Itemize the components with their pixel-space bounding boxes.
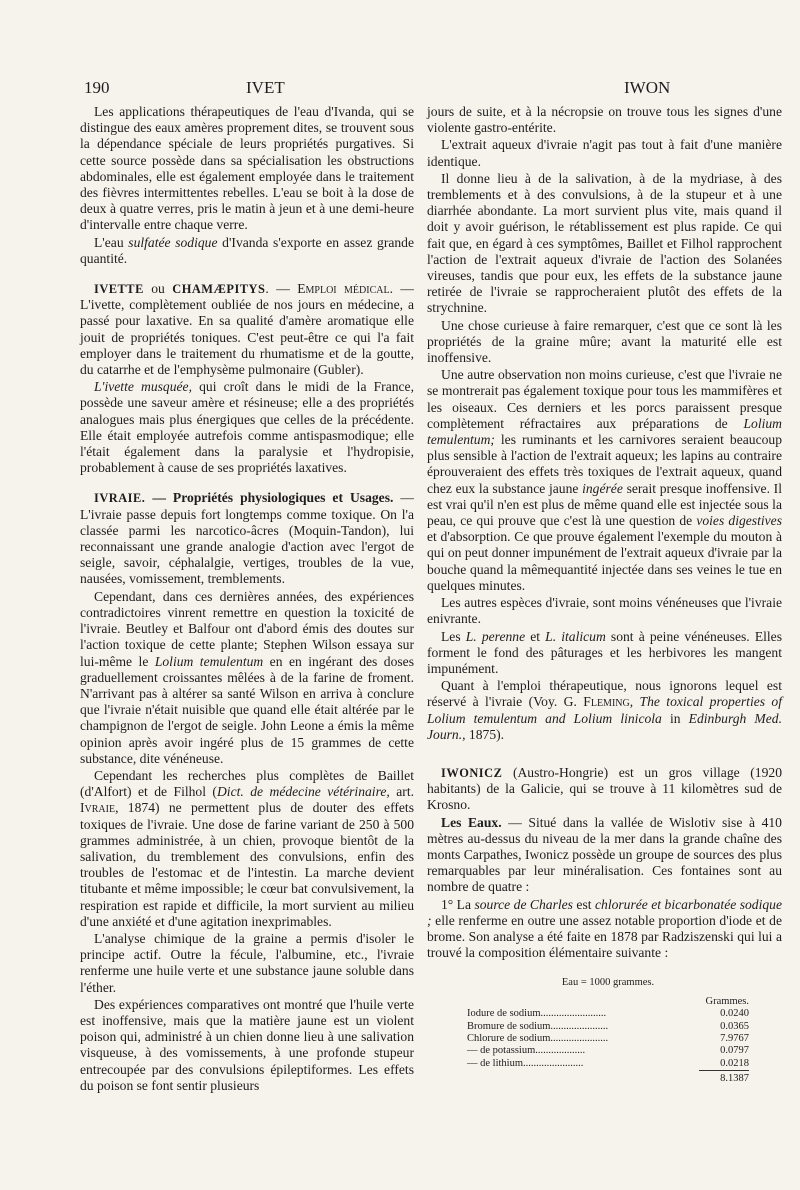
table-row: — de potassium................... 0.0797 <box>467 1045 749 1057</box>
paragraph: 1° La source de Charles est chlorurée et bicarbonatée sodique ; elle renferme en outre une assez notable proportion d'iode et de brome. Son analyse a été faite en 1878 par Radziszenski qui lui a trouvé la composition élémentaire suivante : <box>427 896 782 961</box>
table-unit-header: Grammes. <box>705 995 749 1007</box>
table-row: Chlorure de sodium...................... 7.9767 <box>467 1032 749 1044</box>
paragraph: Les autres espèces d'ivraie, sont moins vénéneuses que l'ivraie enivrante. <box>427 595 782 627</box>
right-column <box>427 104 782 1086</box>
left-column <box>80 104 414 1095</box>
paragraph: Cependant, dans ces dernières années, des expériences contradictoires vinrent remettre en question la toxicité de l'ivraie. Beutley et Balfour ont d'abord émis des doutes sur l'action toxique de cette plante; Stephen Wilson essaya sur lui-même le Lolium temulentum en en ingérant des doses graduellement croissantes mêlées à de la farine de froment. N'arrivant pas à altérer sa santé Wilson en arriva à conclure que l'ivraie n'était nuisible que quand elle était altérée par le champignon de l'ergot de seigle. John Leone a émis la même opinion après avoir ingéré plus de 15 grammes de cette substance, dite vénéneuse. <box>80 588 414 766</box>
section-label: — Propriétés physiologiques et Usages. <box>145 490 394 506</box>
headword: IWONICZ <box>441 765 503 780</box>
entry-iwonicz: IWONICZ (Austro-Hongrie) est un gros village (1920 habitants) de la Galicie, qui se trouve à 11 kilomètres sud de Krosno. <box>427 764 782 813</box>
table-total: 8.1387 <box>699 1070 749 1085</box>
table-title: Eau = 1000 grammes. <box>561 977 655 989</box>
section-label: Les Eaux. <box>441 814 502 830</box>
page-number: 190 <box>84 78 110 97</box>
paragraph: L'analyse chimique de la graine a permis d'isoler le principe actif. Outre la fécule, l'albumine, etc., l'ivraie renferme une huile verte et une substance jaune soluble dans l'éther. <box>80 930 414 995</box>
page-header <box>84 78 742 102</box>
paragraph: Les applications thérapeutiques de l'eau d'Ivanda, qui se distingue des eaux amères proprement dites, se trouvent sous la dépendance spéciale de leurs propriétés purgatives. Si cette source possède dans sa spécialisation les obstructions abdominales, elle est également employée dans le traitement des fièvres intermittentes rebelles. L'eau se boit à la dose de deux à quatre verres, pris le matin à jeun et à une demi-heure d'intervalle entre chaque verre. <box>80 104 414 233</box>
paragraph: jours de suite, et à la nécropsie on trouve tous les signes d'une violente gastro-entérite. <box>427 104 782 136</box>
entry-ivette: IVETTE ou CHAMÆPITYS. — Emploi médical. —L'ivette, complètement oubliée de nos jours en médecine, a passé pour laxative. En sa qualité d'amère aromatique elle jouit de propriétés toniques. C'est peut-être ce qui l'a fait employer dans le traitement du rhumatisme et de la goutte, du catarrhe et de l'emphysème pulmonaire (Gubler). <box>80 281 414 378</box>
running-head-right: IWON <box>624 78 671 97</box>
paragraph: Les L. perenne et L. italicum sont à peine vénéneuses. Elles forment le fond des pâturages et les herbivores les mangent impunément. <box>427 628 782 676</box>
paragraph: L'eau sulfatée sodique d'Ivanda s'exporte en assez grande quantité. <box>80 234 415 266</box>
table-row: Bromure de sodium...................... 0.0365 <box>467 1020 749 1032</box>
table-row: — de lithium....................... 0.0218 <box>467 1057 749 1069</box>
section-label: Emploi médical. <box>297 281 393 297</box>
entry-ivraie: IVRAIE. — Propriétés physiologiques et Usages. — L'ivraie passe depuis fort longtemps comme toxique. On l'a classée parmi les narcotico-âcres (Moquin-Tandon), lui reconnaissant une grande analogie d'action avec l'ergot de seigle, savoir, céphalalgie, vertiges, troubles de la vue, nausées, vomissement, tremblements. <box>80 490 414 587</box>
paragraph: Cependant les recherches plus complètes de Baillet (d'Alfort) et de Filhol (Dict. de médecine vétérinaire, art. Ivraie, 1874) ne permettent plus de douter des effets toxiques de l'ivraie. Une dose de farine variant de 250 à 500 grammes administrée, à un chien, provoque bientôt de la salivation, du tremblement des convulsions, enfin des troubles de l'estomac et de l'intestin. La marche devient titubante et même impossible; le cœur bat convulsivement, la respiration est rapide et difficile, la mort survient au milieu d'une anxiété et d'une agitation inexprimables. <box>80 767 414 929</box>
table-row: Iodure de sodium......................... 0.0240 <box>467 1008 749 1020</box>
paragraph: Les Eaux. — Situé dans la vallée de Wislotiv sise à 410 mètres au-dessus du niveau de la mer dans la grande chaîne des monts Carpathes, Iwonicz possède un groupe de sources des plus remarquables par leur minéralisation. Ces fontaines sont au nombre de quatre : <box>427 814 782 895</box>
paragraph: Des expériences comparatives ont montré que l'huile verte est inoffensive, mais que la matière jaune est un violent poison qui, administré à un chien donne lieu à une salivation visqueuse, à des vomissements, à une profonde stupeur entrecoupée par des convulsions épileptiformes. Les effets du poison se font sentir plusieurs <box>80 996 414 1093</box>
paragraph: L'ivette musquée, qui croît dans le midi de la France, possède une saveur amère et résineuse; elle a des propriétés analogues mais plus énergiques que celles de la précédente. Elle était employée autrefois comme antispasmodique; elle l'était également dans la paralysie et l'hydropisie, probablement à cause de ses propriétés laxatives. <box>80 379 414 476</box>
paragraph: Il donne lieu à de la salivation, à de la mydriase, à des tremblements et à des convulsions, à de la stupeur et à une diarrhée abondante. La mort survient plus vite, mais quand il doit y avoir guérison, le rétablissement est plus rapide. Ce qui fait que, en égard à ces symptômes, Baillet et Filhol rapprochent l'action de l'extrait aqueux d'ivraie de l'action des Solanées vireuses, tandis que pour eux, les effets de la substance jaune retirée de l'ivraie se rapprocheraient plutôt des effets de la strychnine. <box>427 170 782 316</box>
paragraph: Une autre observation non moins curieuse, c'est que l'ivraie ne se montrerait pas également toxique pour tous les mammifères et les oiseaux. Ces derniers et les porcs paraissent presque complètement réfractaires aux préparations de Lolium temulentum; les ruminants et les carnivores seraient beaucoup plus sensible à l'action de l'extrait aqueux; les lapins au contraire éprouveraient des effets très toxiques de l'extrait aqueux, quand chez eux la substance jaune ingérée serait presque inoffensive. Il est vrai qu'il n'en est plus de même quand elle est injectée sous la peau, ce qui prouve que c'est là une question de voies digestives et d'absorption. Ce que prouve également l'exemple du mouton à qui on peut donner impunément de l'extrait aqueux d'ivraie par la bouche quand la mêmequantité injectée dans ses veines le tue en quelques minutes. <box>427 367 782 593</box>
paragraph: Une chose curieuse à faire remarquer, c'est que ce sont là les propriétés de la graine mûre; avant la maturité elle est inoffensive. <box>427 317 782 366</box>
headword: CHAMÆPITYS <box>172 282 266 297</box>
paragraph: L'extrait aqueux d'ivraie n'agit pas tout à fait d'une manière identique. <box>427 137 782 169</box>
composition-table <box>467 977 749 1085</box>
headword: IVRAIE. <box>94 491 146 506</box>
paragraph: Quant à l'emploi thérapeutique, nous ignorons lequel est réservé à l'ivraie (Voy. G. Fleming, The toxical properties of Lolium temulentum and Lolium linicola in Edinburgh Med. Journ., 1875). <box>427 678 782 742</box>
running-head-left: IVET <box>246 78 285 97</box>
headword: IVETTE <box>94 282 144 297</box>
